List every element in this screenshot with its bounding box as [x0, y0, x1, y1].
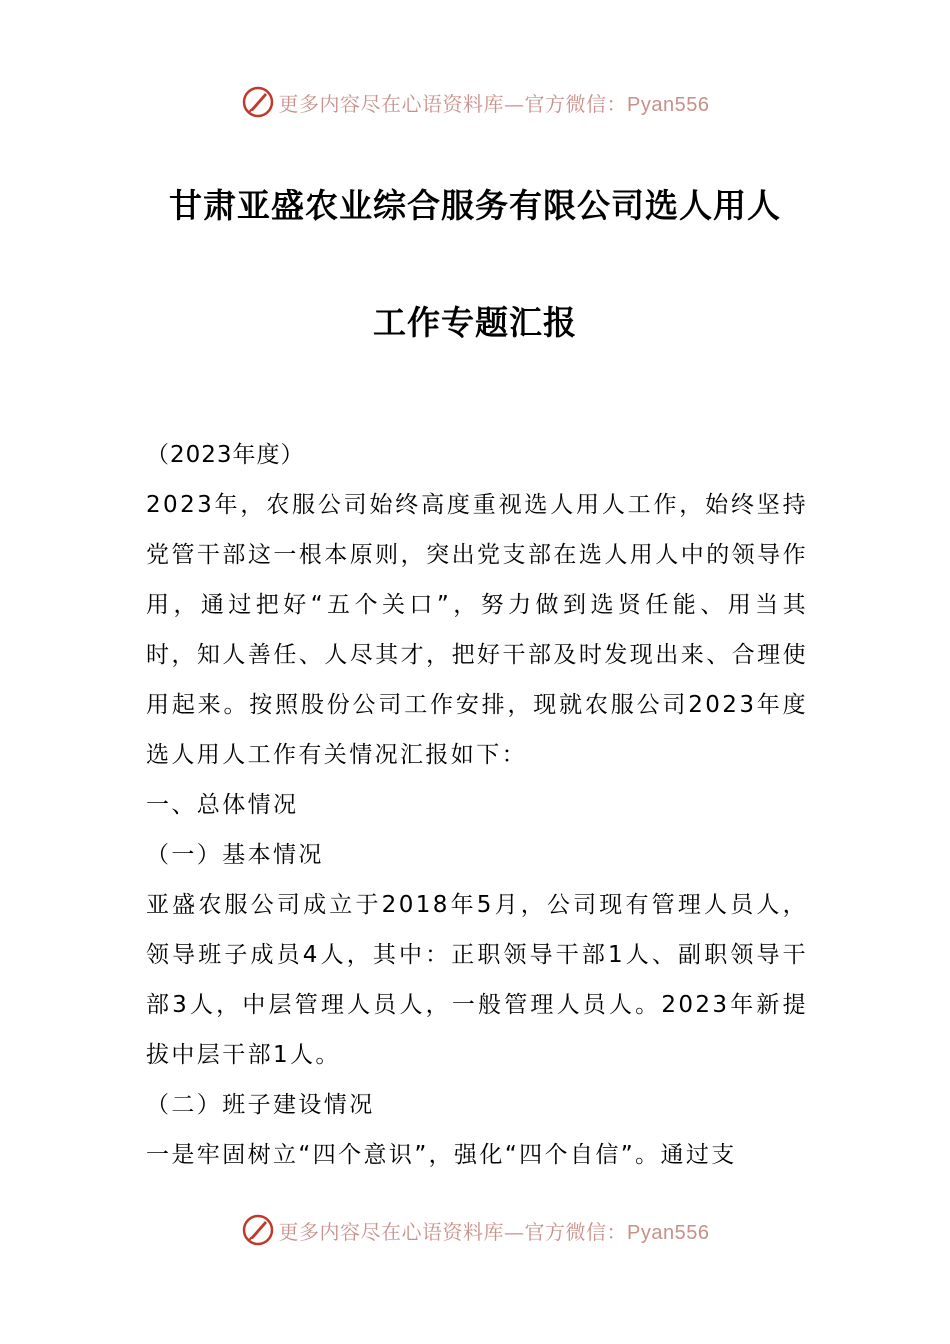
document-title-line-2: 工作专题汇报 [373, 303, 577, 342]
section-heading-overview: 一、总体情况 [146, 792, 299, 818]
basic-situation-paragraph: 亚盛农服公司成立于2018年5月，公司现有管理人员人，领导班子成员4人，其中：正职领导干部1人、副职领导干部3人，中层管理人员人，一般管理人员人。2023年新提拔中层干部1人。 [146, 892, 808, 1068]
watermark-header [0, 82, 950, 122]
document-body [146, 430, 808, 1180]
subsection-heading-basic: （一）基本情况 [146, 842, 324, 868]
document-title-line-1: 甘肃亚盛农业综合服务有限公司选人用人 [169, 186, 781, 225]
watermark-text: 更多内容尽在心语资料库—官方微信：Pyan556 [278, 91, 710, 116]
watermark-wechat-id: Pyan556 [627, 1221, 710, 1244]
year-note: （2023年度） [146, 442, 305, 468]
watermark-footer [0, 1210, 950, 1250]
intro-paragraph: 2023年，农服公司始终高度重视选人用人工作，始终坚持党管干部这一根本原则，突出党支部在选人用人中的领导作用，通过把好“五个关口”，努力做到选贤任能、用当其时，知人善任、人尽其才，把好干部及时发现出来、合理使用起来。按照股份公司工作安排，现就农服公司2023年度选人用人工作有关情况汇报如下： [146, 492, 808, 768]
team-building-paragraph: 一是牢固树立“四个意识”，强化“四个自信”。通过支 [146, 1142, 737, 1168]
quill-logo-icon [241, 85, 275, 119]
watermark-text: 更多内容尽在心语资料库—官方微信：Pyan556 [278, 1219, 710, 1244]
watermark-wechat-id: Pyan556 [627, 93, 710, 116]
subsection-heading-team: （二）班子建设情况 [146, 1092, 375, 1118]
quill-logo-icon [241, 1213, 275, 1247]
